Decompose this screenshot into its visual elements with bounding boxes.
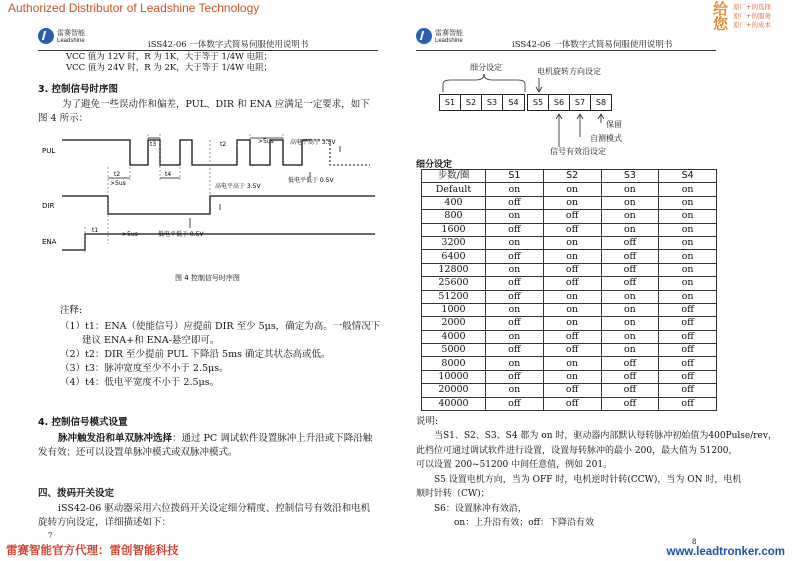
steps-per-rev-cell: 51200 [422, 290, 486, 303]
switch-state-cell: off [543, 384, 601, 397]
logo-en: Leadshine [57, 38, 85, 44]
t3-label: t3 [150, 141, 157, 148]
switch-state-cell: on [543, 236, 601, 249]
switch-state-cell: off [543, 277, 601, 290]
switch-state-cell: off [486, 196, 544, 209]
explanation-line: 此档位可通过调试软件进行设置，设置每转脉冲的最小 200，最大值为 51200， [416, 445, 738, 456]
steps-per-rev-cell: 10000 [422, 370, 486, 383]
page-header-title: iSS42-06 一体数字式简易伺服使用说明书 [148, 40, 309, 50]
switch-state-cell: off [486, 344, 544, 357]
brand-mark: 给您 [713, 0, 729, 33]
switch-state-cell: off [543, 397, 601, 410]
switch-state-cell: off [659, 303, 717, 316]
gt5us-label: >5us [110, 180, 126, 187]
switch-state-cell: on [486, 236, 544, 249]
switch-state-cell: on [543, 290, 601, 303]
switch-state-cell: on [659, 290, 717, 303]
switch-state-cell: on [601, 290, 659, 303]
switch-state-cell: off [601, 263, 659, 276]
switch-state-cell: off [486, 277, 544, 290]
brand-line: 原厂+的成本 [733, 21, 771, 29]
dip-switch-s4: S4 [502, 94, 525, 111]
explanation-title: 说明: [416, 416, 439, 427]
table-row [422, 210, 717, 223]
table-row [422, 250, 717, 263]
page-number-right: 8 [692, 538, 697, 546]
signal-label-ena: ENA [42, 238, 57, 246]
switch-state-cell: on [659, 263, 717, 276]
switch-state-cell: off [659, 344, 717, 357]
switch-state-cell: off [659, 357, 717, 370]
switch-state-cell: off [486, 317, 544, 330]
leadshine-logo-right [416, 24, 474, 50]
switch-state-cell: off [601, 277, 659, 290]
steps-per-rev-cell: 8000 [422, 357, 486, 370]
switch-state-cell: on [601, 330, 659, 343]
timing-diagram [40, 132, 385, 284]
table-row [422, 344, 717, 357]
label-reserved: 保留 [606, 120, 622, 129]
switch-state-cell: on [659, 236, 717, 249]
table-row [422, 277, 717, 290]
steps-per-rev-cell: 25600 [422, 277, 486, 290]
section4-title: 4. 控制信号模式设置 [38, 417, 128, 428]
switch-state-cell: on [659, 210, 717, 223]
brand-line: 原厂+的选择 [733, 3, 771, 11]
label-subdiv: 细分设定 [470, 63, 502, 72]
steps-per-rev-cell: 1600 [422, 223, 486, 236]
switch-state-cell: off [543, 263, 601, 276]
low-level-label-dir: 低电平低于 0.5V [158, 231, 204, 238]
footer-agent-text: 雷赛智能官方代理：雷创智能科技 [6, 543, 179, 557]
switch-state-cell: on [659, 183, 717, 196]
switch-state-cell: on [486, 303, 544, 316]
steps-per-rev-cell: 1000 [422, 303, 486, 316]
switch-state-cell: on [659, 277, 717, 290]
column-header: S4 [659, 170, 717, 183]
switch-state-cell: on [543, 303, 601, 316]
switch-state-cell: off [659, 317, 717, 330]
dip-paragraph: iSS42-06 驱动器采用六位拨码开关设定细分精度、控制信号有效沿和电机 [58, 503, 371, 514]
label-edge: 信号有效沿设定 [550, 147, 606, 156]
steps-per-rev-cell: 12800 [422, 263, 486, 276]
subdivision-table-title: 细分设定 [416, 160, 453, 170]
logo-en: Leadshine [435, 38, 463, 44]
switch-state-cell: on [543, 317, 601, 330]
table-row [422, 290, 717, 303]
vcc-line: VCC 值为 12V 时，R 为 1K，大于等于 1/4W 电阻； [66, 52, 273, 62]
dip-switch [439, 94, 613, 111]
switch-state-cell: on [601, 223, 659, 236]
switch-state-cell: off [659, 397, 717, 410]
switch-state-cell: off [601, 357, 659, 370]
explanation-line: 当S1、S2、S3、S4 都为 on 时，驱动器内部默认每转脉冲初始值为400Pulse/rev， [434, 431, 777, 441]
dip-switch-s1: S1 [439, 94, 461, 111]
column-header: S2 [543, 170, 601, 183]
note-item: （1）t1：ENA（使能信号）应提前 DIR 至少 5μs，确定为高。一般情况下 [60, 321, 381, 332]
dip-paragraph: 旋转方向设定，详细描述如下： [38, 517, 172, 528]
switch-state-cell: on [601, 196, 659, 209]
page-number-left: 7 [48, 532, 53, 540]
gt5us-label-ena: >5us [122, 231, 138, 238]
steps-per-rev-cell: 6400 [422, 250, 486, 263]
brand-logo-right [713, 2, 783, 34]
header-rule [38, 50, 378, 51]
table-row [422, 236, 717, 249]
switch-state-cell: on [543, 250, 601, 263]
switch-state-cell: on [486, 330, 544, 343]
signal-label-dir: DIR [42, 202, 55, 210]
steps-per-rev-cell: 40000 [422, 397, 486, 410]
logo-cn: 雷赛智能 [435, 29, 463, 37]
switch-state-cell: off [486, 290, 544, 303]
column-header: S1 [486, 170, 544, 183]
switch-state-cell: off [486, 223, 544, 236]
dir-waveform [62, 196, 375, 214]
notes-title: 注释: [60, 305, 83, 316]
note-item: 建议 ENA+和 ENA-悬空即可。 [82, 335, 220, 346]
dip-switch-s2: S2 [460, 94, 482, 111]
switch-state-cell: off [601, 236, 659, 249]
leadshine-logo-icon [38, 28, 54, 44]
dip-switch-s5: S5 [527, 94, 549, 111]
distributor-banner: Authorized Distributor of Leadshine Technology [8, 1, 260, 15]
table-row [422, 317, 717, 330]
switch-state-cell: off [543, 344, 601, 357]
low-level-label-pul: 低电平低于 0.5V [288, 177, 334, 184]
steps-per-rev-cell: 2000 [422, 317, 486, 330]
switch-state-cell: on [486, 183, 544, 196]
dip-switch-s8: S8 [590, 94, 612, 111]
section3-paragraph: 为了避免一些误动作和偏差，PUL、DIR 和 ENA 应满足一定要求，如下 [62, 99, 370, 110]
note-item: （4）t4：低电平宽度不小于 2.5μs。 [60, 377, 220, 388]
switch-state-cell: on [601, 317, 659, 330]
table-row [422, 330, 717, 343]
table-row [422, 384, 717, 397]
steps-per-rev-cell: 5000 [422, 344, 486, 357]
section3-title: 3. 控制信号时序图 [38, 84, 119, 95]
column-header: S3 [601, 170, 659, 183]
dip-arrows [540, 111, 620, 151]
switch-state-cell: off [659, 330, 717, 343]
switch-state-cell: on [486, 210, 544, 223]
switch-state-cell: on [601, 344, 659, 357]
switch-state-cell: off [601, 384, 659, 397]
t2-label-top: t2 [220, 141, 227, 148]
explanation-line: on：上升沿有效；off：下降沿有效 [454, 518, 595, 528]
switch-state-cell: on [601, 303, 659, 316]
footer-website-link[interactable]: www.leadtronker.com [666, 546, 785, 558]
table-row [422, 397, 717, 410]
switch-state-cell: off [543, 223, 601, 236]
steps-per-rev-cell: 4000 [422, 330, 486, 343]
switch-state-cell: on [486, 357, 544, 370]
high-level-label-dir: 高电平高于 3.5V [215, 183, 261, 190]
switch-state-cell: on [601, 210, 659, 223]
switch-state-cell: on [659, 250, 717, 263]
switch-state-cell: off [486, 397, 544, 410]
table-header-row [422, 170, 717, 183]
section3-paragraph: 图 4 所示： [38, 113, 89, 124]
header-rule [416, 50, 716, 51]
table-row [422, 196, 717, 209]
note-item: （3）t3：脉冲宽度至少不小于 2.5μs。 [60, 363, 229, 374]
label-selftest: 自测模式 [590, 134, 622, 143]
t1-label: t1 [92, 227, 99, 234]
switch-state-cell: off [543, 330, 601, 343]
switch-state-cell: off [601, 397, 659, 410]
table-row [422, 357, 717, 370]
explanation-line: S6：设置脉冲有效沿， [434, 503, 527, 514]
table-row [422, 183, 717, 196]
table-row [422, 223, 717, 236]
switch-state-cell: off [601, 250, 659, 263]
steps-per-rev-cell: 3200 [422, 236, 486, 249]
explanation-line: S5 设置电机方向，当为 OFF 时，电机逆时针转(CCW)，当为 ON 时，电机 [434, 474, 742, 485]
table-row [422, 263, 717, 276]
leadshine-logo-icon [416, 28, 432, 44]
figure-caption: 图 4 控制信号时序图 [175, 274, 240, 282]
explanation-line: 可以设置 200~51200 中间任意值，例如 201。 [416, 460, 613, 470]
high-level-label-pul: 高电平高于 3.5V [290, 139, 336, 146]
label-direction: 电机旋转方向设定 [537, 67, 601, 76]
steps-per-rev-cell: 400 [422, 196, 486, 209]
dip-brackets [440, 72, 620, 94]
explanation-line: 顺时针转（CW)； [416, 489, 490, 499]
gt5us-label-top: >5us [258, 138, 274, 145]
switch-state-cell: on [601, 183, 659, 196]
switch-state-cell: off [543, 210, 601, 223]
switch-state-cell: off [659, 370, 717, 383]
steps-per-rev-cell: 20000 [422, 384, 486, 397]
table-row [422, 303, 717, 316]
switch-state-cell: off [486, 370, 544, 383]
subdivision-table [421, 169, 717, 411]
page-header-title: iSS42-06 一体数字式简易伺服使用说明书 [512, 40, 673, 50]
section4-text: ：通过 PC 调试软件设置脉冲上升沿或下降沿触 [172, 433, 373, 444]
dip-switch-s6: S6 [548, 94, 570, 111]
note-item: （2）t2：DIR 至少提前 PUL 下降沿 5ms 确定其状态高或低。 [60, 349, 331, 360]
leadshine-logo-left [38, 24, 96, 50]
brand-line: 原厂+的服务 [733, 12, 771, 20]
switch-state-cell: on [543, 196, 601, 209]
vcc-line: VCC 值为 24V 时，R 为 2K，大于等于 1/4W 电阻； [66, 63, 273, 73]
signal-label-pul: PUL [42, 147, 56, 155]
t2-label: t2 [114, 171, 121, 178]
section4-bold-text: 脉冲触发沿和单双脉冲选择 [58, 433, 173, 444]
dip-switch-s7: S7 [569, 94, 591, 111]
switch-state-cell: on [659, 223, 717, 236]
switch-state-cell: on [543, 183, 601, 196]
switch-state-cell: on [543, 370, 601, 383]
logo-cn: 雷赛智能 [57, 29, 85, 37]
switch-state-cell: on [543, 357, 601, 370]
ena-waveform [62, 234, 375, 250]
switch-state-cell: on [659, 196, 717, 209]
column-header: 步数/圈 [422, 170, 486, 183]
steps-per-rev-cell: 800 [422, 210, 486, 223]
switch-state-cell: off [486, 250, 544, 263]
switch-state-cell: off [601, 370, 659, 383]
dip-section-title: 四、拨码开关设定 [38, 488, 115, 499]
section4-text: 发有效；还可以设置单脉冲模式或双脉冲模式。 [38, 447, 238, 458]
dip-switch-s3: S3 [481, 94, 503, 111]
steps-per-rev-cell: Default [422, 183, 486, 196]
table-row [422, 370, 717, 383]
switch-state-cell: on [486, 384, 544, 397]
t4-label: t4 [165, 171, 172, 178]
switch-state-cell: on [486, 263, 544, 276]
switch-state-cell: off [659, 384, 717, 397]
